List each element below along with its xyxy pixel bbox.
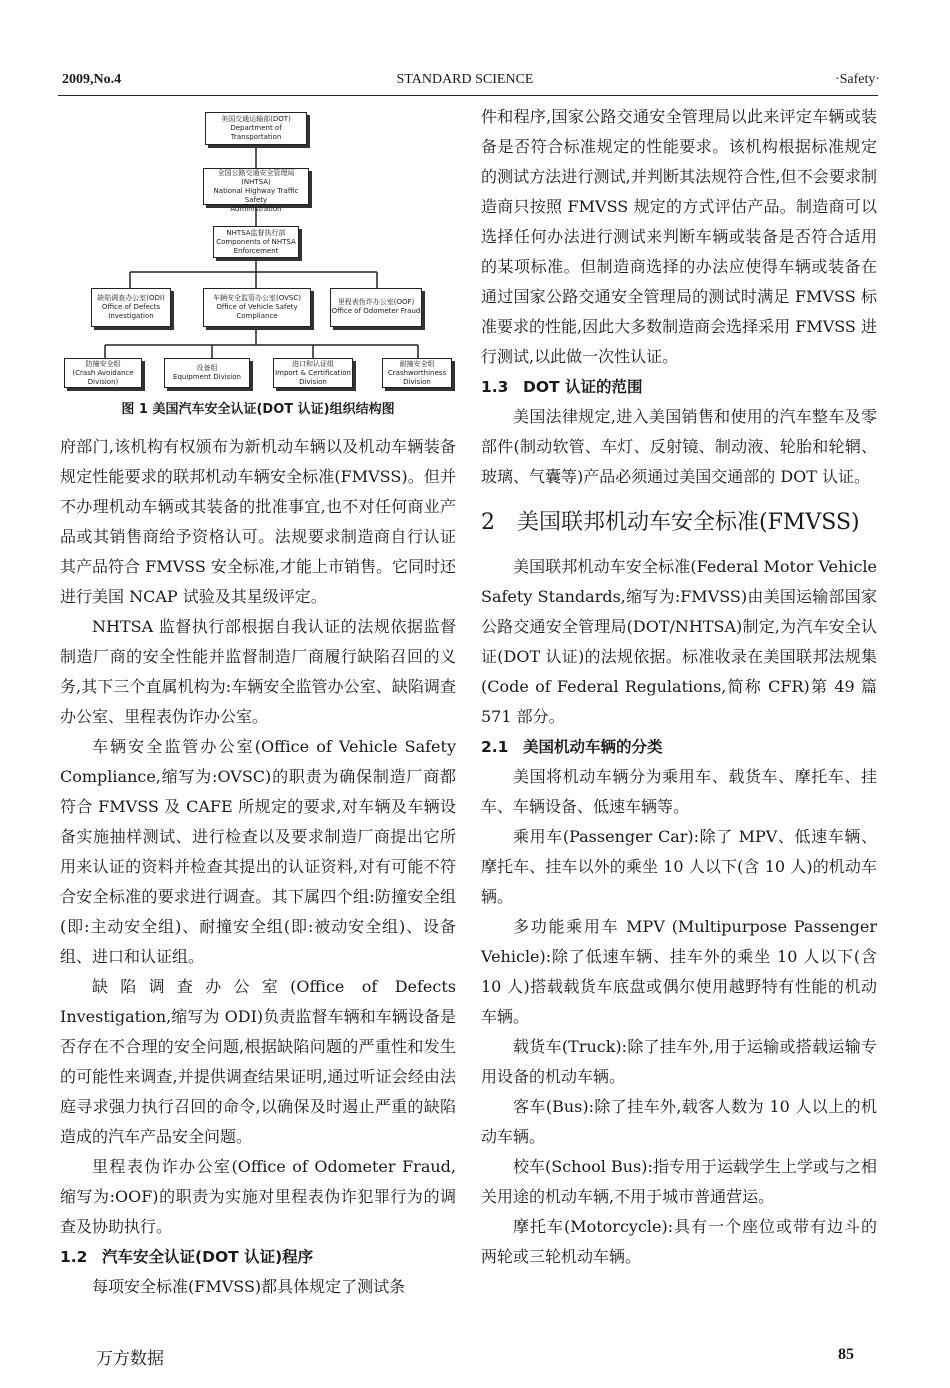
paragraph: 里程表伪诈办公室(Office of Odometer Fraud,缩写为:OOF)的职责为实施对里程表伪诈犯罪行为的调查及协助执行。 (60, 1157, 456, 1236)
paragraph: NHTSA 监督执行部根据自我认证的法规依据监督制造厂商的安全性能并监督制造厂商履行缺陷召回的义务,其下三个直属机构为:车辆安全监管办公室、缺陷调查办公室、里程表伪诈办公室。 (60, 617, 456, 726)
watermark-text: 万方数据 (96, 1349, 164, 1369)
paragraph: 缺陷调查办公室(Office of Defects Investigation,缩写为 ODI)负责监督车辆和车辆设备是否存在不合理的安全问题,根据缺陷问题的严重性和发生的可能性来调查,并提供调查结果证明,通过听证会经由法庭寻求强力执行召回的命令,以确保及时遏止严重的缺陷造成的汽车产品安全问题。 (60, 977, 456, 1146)
box-text: Enforcement (233, 247, 279, 255)
paragraph: 客车(Bus):除了挂车外,载客人数为 10 人以上的机动车辆。 (481, 1097, 877, 1146)
paragraph: 美国法律规定,进入美国销售和使用的汽车整车及零部件(制动软管、车灯、反射镜、制动液、轮胎和轮辋、玻璃、气囊等)产品必须通过美国交通部的 DOT 认证。 (481, 407, 877, 486)
box-text: (NHTSA) (241, 178, 271, 186)
box-odi (91, 288, 171, 327)
right-column (481, 102, 877, 1272)
section-heading-2-1 (481, 732, 877, 762)
box-text: Crashworthiness (387, 369, 447, 377)
issue-label: 2009,No.4 (62, 72, 122, 87)
box-text: 全国公路交通安全管理局 (217, 169, 295, 177)
box-ovsc (203, 288, 311, 327)
header-rule (58, 95, 878, 96)
left-column (60, 432, 456, 1302)
box-text: Investigation (108, 312, 154, 320)
paragraph: 车辆安全监管办公室(Office of Vehicle Safety Compliance,缩写为:OVSC)的职责为确保制造厂商都符合 FMVSS 及 CAFE 所规定的要求,对车辆及车辆设备实施抽样测试、进行检查以及要求制造厂商提出它所用来认证的资料并检查其提出的认证资料,对有可能不符合安全标准的要求进行调查。其下属四个组:防撞安全组(即:主动安全组)、耐撞安全组(即:被动安全组)、设备组、进口和认证组。 (60, 737, 456, 966)
box-text: Administration (230, 205, 282, 213)
section-heading-1-2 (60, 1242, 456, 1272)
box-text: 里程表伪诈办公室(OOF) (337, 298, 415, 306)
paragraph: 件和程序,国家公路交通安全管理局以此来评定车辆或装备是否符合标准规定的性能要求。该机构根据标准规定的测试方法进行测试,并判断其法规符合性,但不会要求制造商只按照 FMVSS 规定的方式评估产品。制造商可以选择任何办法进行测试来判断车辆或装备是否符合适用的某项标准。但制造商选择的办法应使得车辆或装备在通过国家公路交通安全管理局的测试时满足 FMVSS 标准要求的性能,因此大多数制造商会选择采用 FMVSS 进行测试,以此做一次性认证。 (481, 107, 877, 366)
box-text: 美国交通运输部(DOT) (221, 115, 291, 123)
box-dot (205, 112, 307, 145)
box-text: 车辆安全监管办公室(OVSC) (213, 294, 301, 302)
box-crashworthiness (382, 358, 452, 388)
org-chart (60, 100, 456, 396)
page-number: 85 (838, 1346, 854, 1363)
box-text: 耐撞安全组 (399, 360, 435, 368)
box-enforcement (213, 226, 299, 258)
running-header (50, 72, 880, 94)
figure-caption: 图 1 美国汽车安全认证(DOT 认证)组织结构图 (121, 402, 395, 417)
journal-title: STANDARD SCIENCE (396, 72, 534, 87)
box-oof (330, 288, 422, 327)
section-title: 美国机动车辆的分类 (523, 738, 663, 756)
section-heading-1-3 (481, 372, 877, 402)
paragraph: 校车(School Bus):指专用于运载学生上学或与之相关用途的机动车辆,不用于城市普通营运。 (481, 1157, 877, 1206)
box-crash-avoidance (64, 358, 142, 388)
paragraph: 乘用车(Passenger Car):除了 MPV、低速车辆、摩托车、挂车以外的乘坐 10 人以下(含 10 人)的机动车辆。 (481, 827, 877, 906)
paragraph: 府部门,该机构有权颁布为新机动车辆以及机动车辆装备规定性能要求的联邦机动车辆安全标准(FMVSS)。但并不办理机动车辆或其装备的批准事宜,也不对任何商业产品或其销售商给予资格认可。法规要求制造商自行认证其产品符合 FMVSS 安全标准,才能上市销售。它同时还进行美国 NCAP 试验及其星级评定。 (60, 437, 456, 606)
section-heading-2 (481, 508, 877, 538)
box-nhtsa (203, 168, 309, 213)
box-text: 进口和认证组 (292, 360, 334, 368)
box-equipment (164, 358, 250, 388)
box-text: Department of Transportation (230, 124, 282, 141)
section-title: 汽车安全认证(DOT 认证)程序 (102, 1248, 314, 1266)
box-text: (Crash Avoidance (72, 369, 134, 377)
section-title: DOT 认证的范围 (523, 378, 643, 396)
box-text: Office of Vehicle Safety (216, 303, 298, 311)
box-text: 缺陷调查办公室(ODI) (97, 294, 165, 302)
box-text: Import & Certification (275, 369, 351, 377)
paragraph: 美国联邦机动车安全标准(Federal Motor Vehicle Safety Standards,缩写为:FMVSS)由美国运输部国家公路交通安全管理局(DOT/NHTSA)制定,为汽车安全认证(DOT 认证)的法规依据。标准收录在美国联邦法规集(Code of Federal Regulations,简称 CFR)第 49 篇 571 部分。 (481, 557, 877, 726)
box-text: NHTSA监督执行部 (226, 229, 286, 237)
section-number: 2 (481, 510, 495, 535)
box-text: 设备组 (196, 364, 218, 372)
paragraph: 多功能乘用车 MPV (Multipurpose Passenger Vehicle):除了低速车辆、挂车外的乘坐 10 人以下(含 10 人)搭载载货车底盘或偶尔使用越野特有性能的机动车辆。 (481, 917, 877, 1026)
box-text: National Highway Traffic Safety (213, 187, 299, 204)
box-text: Division (403, 378, 431, 386)
section-number: 1.3 (481, 378, 509, 396)
section-number: 2.1 (481, 738, 509, 756)
section-label: ·Safety· (834, 72, 880, 87)
box-text: Office of Odometer Fraud (331, 307, 421, 315)
section-number: 1.2 (60, 1248, 88, 1266)
box-text: Office of Defects (101, 303, 161, 311)
box-import-certification (273, 358, 353, 388)
paragraph: 载货车(Truck):除了挂车外,用于运输或搭载运输专用设备的机动车辆。 (481, 1037, 877, 1086)
box-text: Division (299, 378, 327, 386)
box-text: Compliance (236, 312, 278, 320)
paragraph: 美国将机动车辆分为乘用车、载货车、摩托车、挂车、车辆设备、低速车辆等。 (481, 767, 877, 816)
paragraph: 摩托车(Motorcycle):具有一个座位或带有边斗的两轮或三轮机动车辆。 (481, 1217, 877, 1266)
paragraph: 每项安全标准(FMVSS)都具体规定了测试条 (92, 1277, 406, 1296)
box-text: 防撞安全组 (85, 360, 121, 368)
box-text: Equipment Division (173, 373, 241, 381)
section-title: 美国联邦机动车安全标准(FMVSS) (517, 510, 860, 535)
box-text: Components of NHTSA (216, 238, 296, 246)
box-text: Division) (87, 378, 119, 386)
